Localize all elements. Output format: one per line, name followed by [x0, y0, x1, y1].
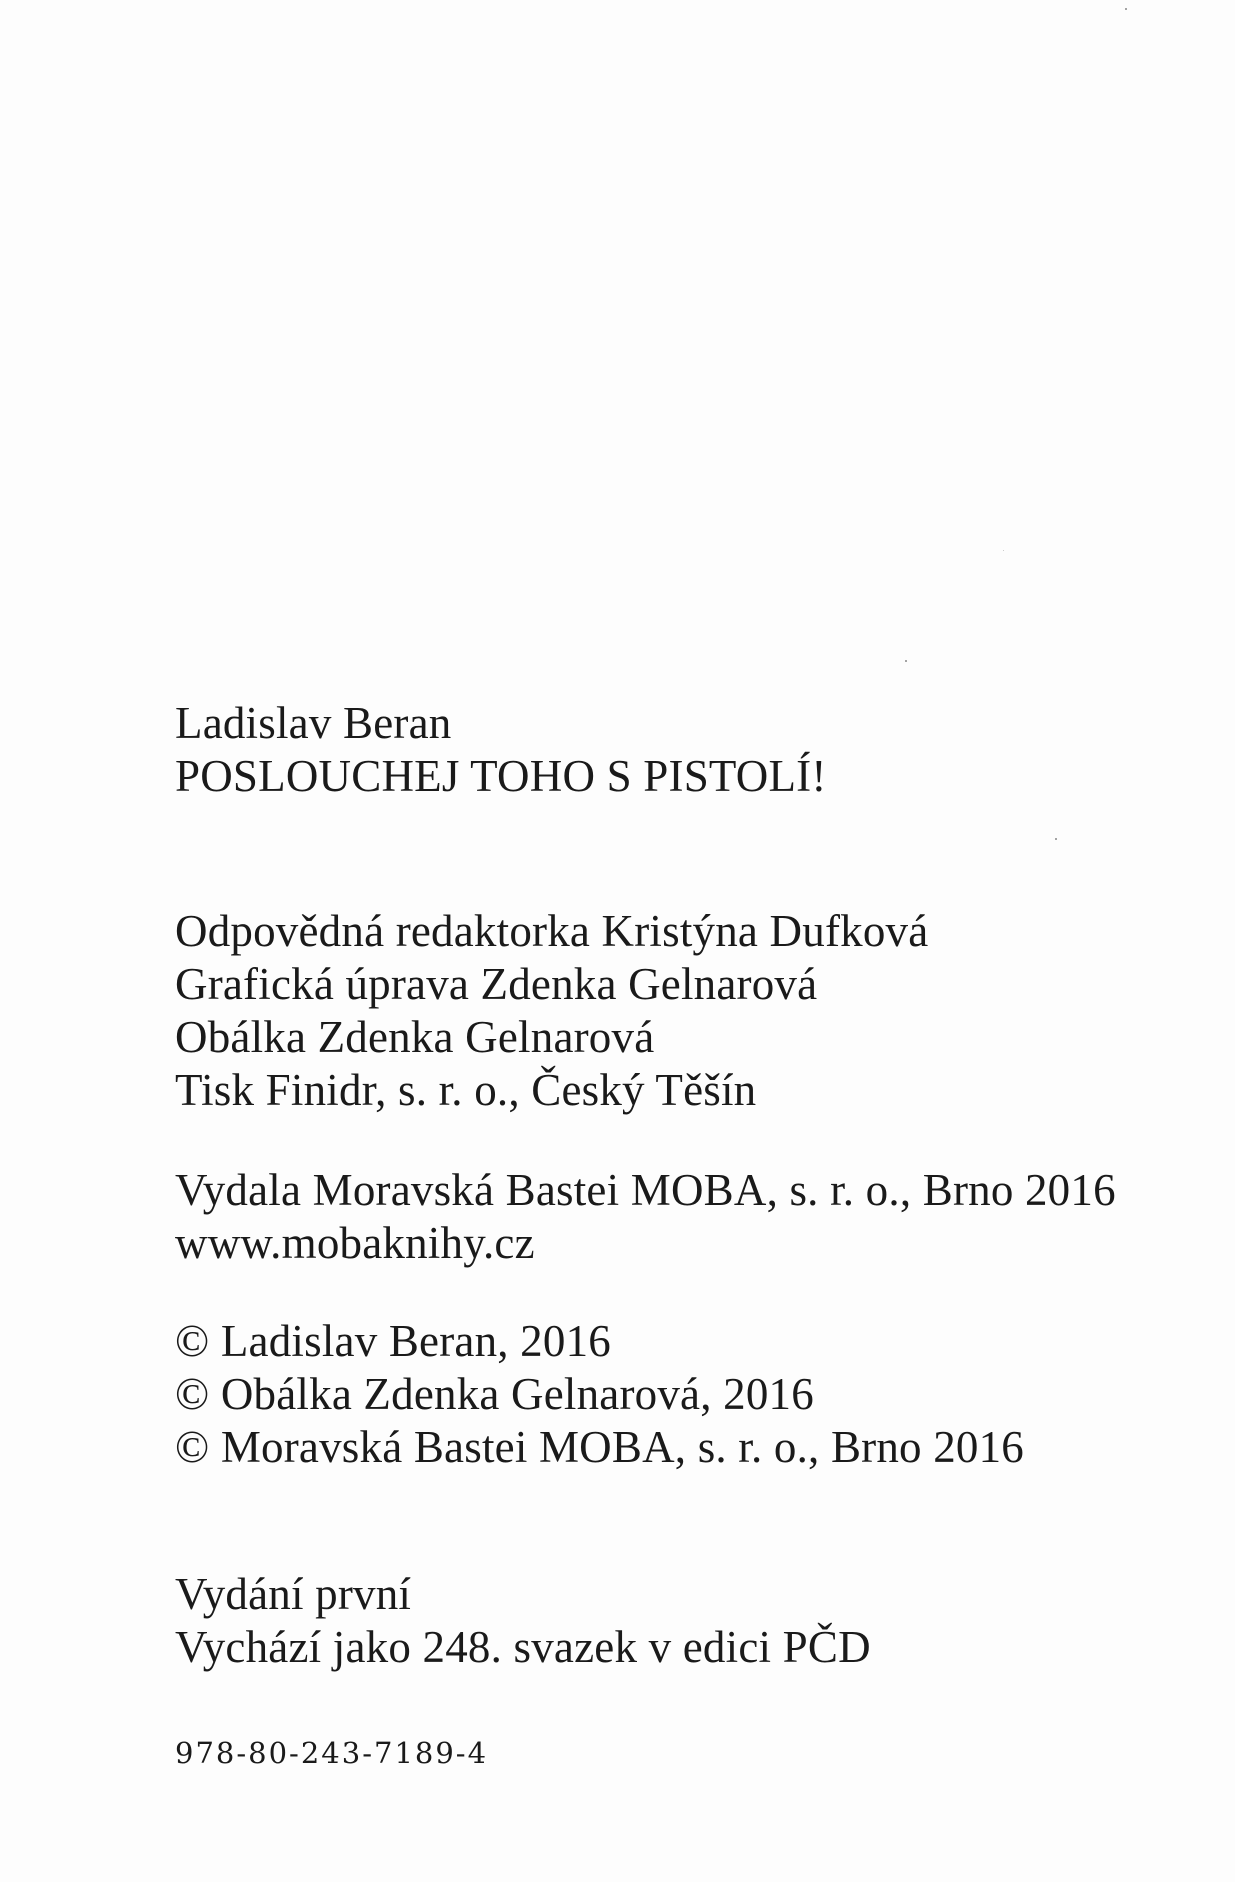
scan-speck — [1003, 550, 1004, 551]
series-text: Vychází jako 248. svazek v edici PČD — [175, 1622, 871, 1672]
credit-design: Grafická úprava Zdenka Gelnarová — [175, 959, 818, 1009]
credit-print: Tisk Finidr, s. r. o., Český Těšín — [175, 1065, 757, 1115]
book-title: POSLOUCHEJ TOHO S PISTOLÍ! — [175, 751, 827, 801]
isbn-number: 978-80-243-7189-4 — [175, 1736, 489, 1770]
author-name: Ladislav Beran — [175, 698, 452, 748]
publisher-line: Vydala Moravská Bastei MOBA, s. r. o., Brno 2016 — [175, 1165, 1116, 1215]
scan-speck — [1125, 8, 1127, 10]
copyright-publisher: © Moravská Bastei MOBA, s. r. o., Brno 2016 — [175, 1422, 1025, 1472]
credits-block — [175, 905, 928, 1117]
publisher-website: www.mobaknihy.cz — [175, 1218, 535, 1268]
credit-cover: Obálka Zdenka Gelnarová — [175, 1012, 655, 1062]
credit-editor: Odpovědná redaktorka Kristýna Dufková — [175, 906, 929, 956]
copyright-author: © Ladislav Beran, 2016 — [175, 1316, 611, 1366]
scan-speck — [905, 660, 907, 662]
scan-speck — [1055, 838, 1057, 840]
copyright-cover: © Obálka Zdenka Gelnarová, 2016 — [175, 1369, 814, 1419]
isbn-block — [175, 1735, 488, 1771]
edition-block — [175, 1568, 871, 1674]
copyright-block — [175, 1315, 1024, 1474]
edition-text: Vydání první — [175, 1569, 412, 1619]
publisher-block — [175, 1164, 1116, 1270]
title-block — [175, 697, 827, 803]
